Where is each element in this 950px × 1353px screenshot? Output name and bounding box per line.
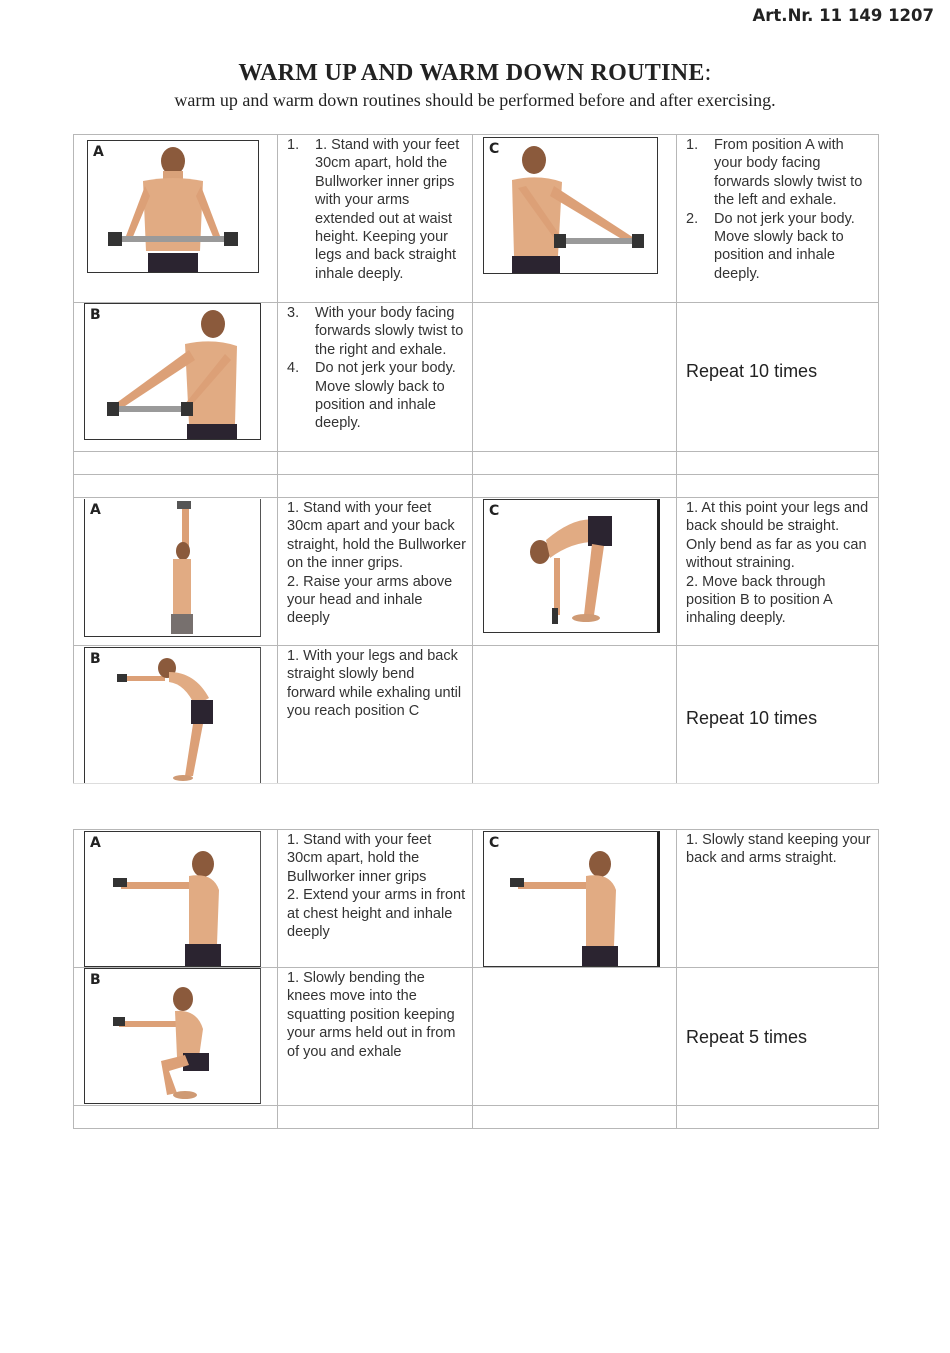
step-text: With your body facing forwards slowly twist to the right and exhale. [315,305,464,358]
repeat-count: Repeat 10 times [686,360,818,381]
repeat-count: Repeat 5 times [686,1027,808,1047]
exercise-section-1 [73,134,879,498]
figure-reach-up-illustration [85,499,260,635]
step-text: Do not jerk your body. Move slowly back to position and inhale deeply. [315,360,456,432]
photo-position-a [84,831,261,967]
figure-forward-bend-illustration [484,500,656,632]
figure-stand-up-illustration [484,832,656,966]
photo-position-b [84,647,261,783]
exercise-section-2 [73,497,879,784]
photo-position-c [483,499,660,633]
step-text: From position A with your body facing forwards slowly twist to the left and exhale. [714,137,863,209]
step-number: 4. [287,360,300,377]
step-number: 1. [287,137,300,153]
instructions-a: 1. Stand with your feet 30cm apart, hold the Bullworker inner grips 2. Extend your arms in front at chest height and inhale deeply [287,832,466,941]
exercise-section-3 [73,829,879,1129]
page-subtitle: warm up and warm down routines should be performed before and after exercising. [174,90,776,110]
instructions-c [677,135,878,283]
photo-label-b: B [90,307,101,323]
photo-label-b: B [90,972,101,988]
page-title [0,60,950,87]
figure-bend-b-illustration [85,648,260,784]
instructions-a: 1. Stand with your feet 30cm apart and your back straight, hold the Bullworker on the inner grips. 2. Raise your arms above your head and inhale deeply [287,500,466,627]
instructions-a [278,135,472,283]
figure-twist-c-illustration [484,138,657,273]
instructions-c: 1. Slowly stand keeping your back and arms straight. [686,832,871,867]
step-text: 1. Stand with your feet 30cm apart, hold the Bullworker inner grips with your arms extended out at waist height. Keeping your legs and back straight inhale deeply. [315,137,460,282]
photo-position-a [84,499,261,637]
photo-label-c: C [489,141,500,157]
repeat-count: Repeat 10 times [686,708,818,728]
step-text: Do not jerk your body. Move slowly back to position and inhale deeply. [714,210,855,282]
title-colon: : [704,60,712,86]
article-number: Art.Nr. 11 149 1207 [752,6,934,25]
photo-position-b [84,968,261,1104]
figure-squat-illustration [85,969,260,1103]
step-number: 2. [686,210,699,227]
photo-label-a: A [90,502,101,518]
photo-position-b [84,303,261,440]
figure-twist-b-illustration [85,304,260,439]
instructions-b [278,303,472,433]
photo-label-c: C [489,503,500,519]
step-number: 1. [686,137,699,153]
instructions-c: 1. At this point your legs and back should be straight. Only bend as far as you can without straining. 2. Move back through position B to position A inhaling deeply. [686,500,869,627]
photo-position-c [483,137,658,274]
figure-arms-forward-illustration [85,832,260,966]
title-text: WARM UP AND WARM DOWN ROUTINE [238,60,705,86]
photo-label-b: B [90,651,101,667]
instructions-b: 1. With your legs and back straight slowly bend forward while exhaling until you reach position C [287,648,462,720]
figure-twist-a-illustration [88,141,258,272]
instructions-b: 1. Slowly bending the knees move into the squatting position keeping your arms held out in from of you and exhale [287,970,456,1060]
step-number: 3. [287,305,300,321]
photo-position-a [87,140,259,273]
photo-position-c [483,831,660,967]
photo-label-c: C [489,835,500,851]
photo-label-a: A [93,144,104,160]
photo-label-a: A [90,835,101,851]
